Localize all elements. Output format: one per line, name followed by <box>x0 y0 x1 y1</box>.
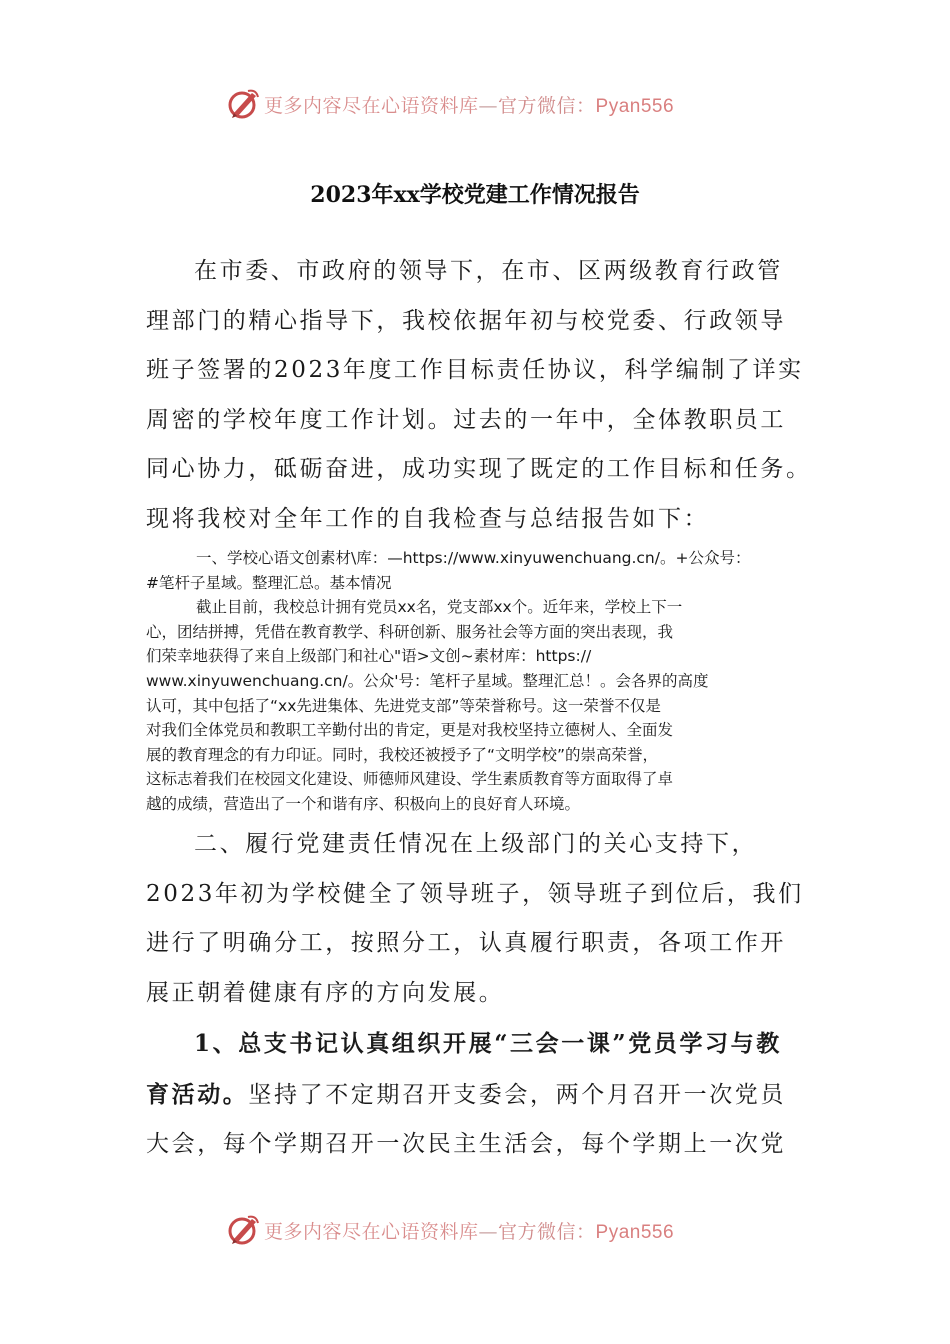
text-line: 越的成绩，营造出了一个和谐有序、积极向上的良好育人环境。 <box>146 794 581 813</box>
text-line: 2023年初为学校健全了领导班子，领导班子到位后，我们 <box>146 880 804 907</box>
text-line <box>146 1019 806 1070</box>
text-line: www.xinyuwenchuang.cn/。公众'号：笔杆子星域。整理汇总！。会各界的高度 <box>146 671 709 690</box>
item-1-paragraph <box>146 1019 806 1170</box>
pen-logo-icon <box>226 87 260 121</box>
text-line: 这标志着我们在校园文化建设、师德师风建设、学生素质教育等方面取得了卓 <box>146 770 674 789</box>
document-title: 2023年xx学校党建工作情况报告 <box>310 182 640 208</box>
intro-paragraph <box>146 247 812 545</box>
text-line: 心，团结拼搏，凭借在教育教学、科研创新、服务社会等方面的突出表现，我 <box>146 622 674 641</box>
text-line: 育活动。坚持了不定期召开支委会，两个月召开一次党员 <box>146 1080 787 1108</box>
section-basic-info <box>146 546 806 817</box>
text-line: 理部门的精心指导下，我校依据年初与校党委、行政领导 <box>146 307 786 334</box>
header-banner <box>226 86 674 122</box>
text-line: 现将我校对全年工作的自我检查与总结报告如下： <box>146 505 710 532</box>
footer-banner <box>226 1212 674 1248</box>
text-line: 大会，每个学期召开一次民主生活会，每个学期上一次党 <box>146 1131 786 1158</box>
text-line: 周密的学校年度工作计划。过去的一年中，全体教职员工 <box>146 406 786 433</box>
text-line: 们荣幸地获得了来自上级部门和社心"语>文创~素材库：https:// <box>146 647 592 666</box>
text-line: 二、履行党建责任情况在上级部门的关心支持下， <box>194 831 758 857</box>
text-line: 对我们全体党员和教职工辛勤付出的肯定，更是对我校坚持立德树人、全面发 <box>146 721 674 740</box>
item-heading: 育活动。 <box>146 1080 249 1108</box>
text-line: 在市委、市政府的领导下，在市、区两级教育行政管 <box>194 258 783 284</box>
text-line: 认可，其中包括了“xx先进集体、先进党支部”等荣誉称号。这一荣誉不仅是 <box>146 696 661 715</box>
text-line: 班子签署的2023年度工作目标责任协议，科学编制了详实 <box>146 357 804 384</box>
text-line: #笔杆子星域。整理汇总。基本情况 <box>146 573 392 592</box>
text-line: 展正朝着健康有序的方向发展。 <box>146 979 505 1006</box>
text-line: 进行了明确分工，按照分工，认真履行职责，各项工作开 <box>146 930 786 957</box>
text-line: 截止目前，我校总计拥有党员xx名，党支部xx个。近年来，学校上下一 <box>196 598 683 617</box>
banner-text: 更多内容尽在心语资料库—官方微信：Pyan556 <box>264 1220 675 1243</box>
section-party-responsibility <box>146 820 806 1018</box>
item-heading: 1、总支书记认真组织开展“三会一课”党员学习与教 <box>194 1030 782 1057</box>
pen-logo-icon <box>226 1213 260 1247</box>
text-line: 展的教育理念的有力印证。同时，我校还被授予了“文明学校”的崇高荣誉， <box>146 745 659 764</box>
banner-text: 更多内容尽在心语资料库—官方微信：Pyan556 <box>264 94 675 117</box>
text-line: 同心协力，砥砺奋进，成功实现了既定的工作目标和任务。 <box>146 456 812 483</box>
text-line: 一、学校心语文创素材\库：—https://www.xinyuwenchuang.cn/。+公众号： <box>196 549 751 567</box>
